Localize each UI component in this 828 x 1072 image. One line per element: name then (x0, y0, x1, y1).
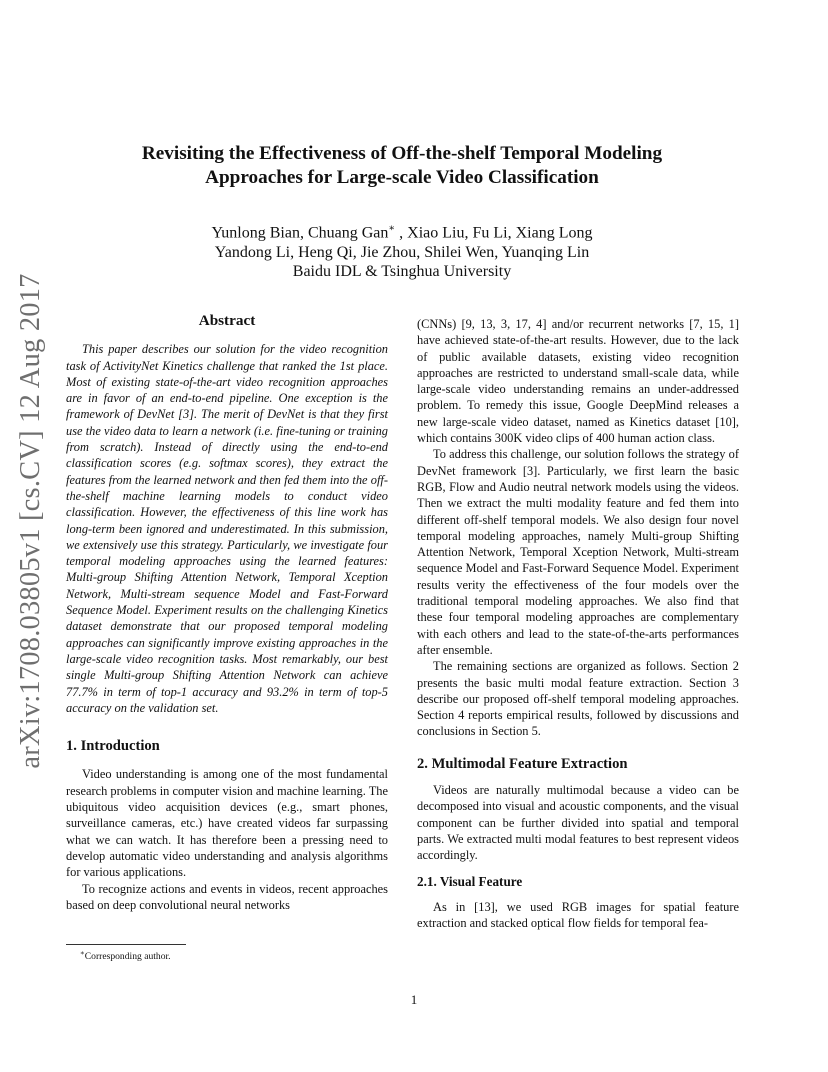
authors-rest: , Xiao Liu, Fu Li, Xiang Long (395, 224, 593, 242)
affiliation: Baidu IDL & Tsinghua University (292, 263, 512, 281)
intro-paragraph-2: To recognize actions and events in videos, recent approaches based on deep convolutional neural networks (66, 881, 388, 912)
abstract-heading: Abstract (198, 312, 256, 329)
authors-first: Yunlong Bian, Chuang Gan (211, 224, 389, 242)
title-line-2: Approaches for Large-scale Video Classification (205, 167, 599, 188)
author-line-2: Yandong Li, Heng Qi, Jie Zhou, Shilei Wen, Yuanqing Lin (214, 243, 590, 261)
footnote-mark: ∗ (80, 949, 85, 957)
title-line-1: Revisiting the Effectiveness of Off-the-shelf Temporal Modeling (141, 143, 663, 164)
intro-paragraph-4: The remaining sections are organized as follows. Section 2 presents the basic multi modal feature extraction. Section 3 describe our proposed off-shelf temporal modeling approaches. Section 4 reports empirical results, followed by discussions and conclusions in Section 5. (417, 659, 739, 739)
section-2-1-paragraph: As in [13], we used RGB images for spatial feature extraction and stacked optical flow fields for temporal fea- (417, 899, 739, 931)
left-column (66, 313, 388, 913)
introduction-heading: 1. Introduction (66, 738, 160, 755)
intro-paragraph-1: Video understanding is among one of the most fundamental research problems in computer vision and machine learning. The ubiquitous video acquisition devices (e.g., smart phones, surveillance cameras, etc.) have created videos far surpassing what we can watch. It has therefore been a pressing need to develop automatic video understanding and analysis algorithms for various applications. (66, 767, 388, 880)
footnote-content: Corresponding author. (84, 951, 171, 963)
author-line-1 (110, 219, 694, 243)
abstract-text: This paper describes our solution for the video recognition task of ActivityNet Kinetics challenge that ranked the 1st place. Most of existing state-of-the-art video recognition approaches are in favor of an end-to-end pipeline. One exception is the framework of DevNet [3]. The merit of DevNet is that they first use the video data to learn a network (i.e. fine-tuning or training from scratch). Instead of directly using the end-to-end classification scores (e.g. softmax scores), they extract the features from the learned network and then fed them into the off-the-shelf machine learning models to conduct video classification. However, the effectiveness of this line work has long-term been ignored and underestimated. In this submission, we extensively use this strategy. Particularly, we investigate four temporal modeling approaches using the learned features: Multi-group Shifting Attention Network, Temporal Xception Network, Multi-stream sequence Model and Fast-Forward Sequence Model. Experiment results on the challenging Kinetics dataset demonstrate that our proposed temporal modeling approaches can significantly improve existing approaches in the large-scale video recognition tasks. Most remarkably, our best single Multi-group Shifting Attention Network can achieve 77.7% in term of top-1 accuracy and 93.2% in term of top-5 accuracy on the validation set. (66, 342, 388, 715)
section-2-heading: 2. Multimodal Feature Extraction (417, 755, 628, 772)
footnote-rule (66, 944, 186, 945)
intro-paragraph-3: To address this challenge, our solution follows the strategy of DevNet framework [3]. Particularly, we first learn the basic RGB, Flow and Audio neutral network models using the videos. Then we extract the multi modality feature and fed them into different off-shelf temporal models. We also design four novel temporal modeling approaches, namely Multi-group Shifting Attention Network, Temporal Xception Network, Multi-stream sequence Model and Fast-Forward Sequence Model. Experiment results verity the effectiveness of the four models over the traditional temporal modeling approaches. We also find that these four temporal modeling approaches are complementary with each others and lead to the state-of-the-arts performances after ensemble. (417, 447, 739, 657)
footnote-text (66, 949, 388, 962)
section-2-paragraph: Videos are naturally multimodal because a video can be decomposed into visual and acoustic components, and the visual component can be further divided into spatial and temporal parts. We extracted multi modal features to best represent videos accordingly. (417, 783, 739, 863)
intro-paragraph-continued: (CNNs) [9, 13, 3, 17, 4] and/or recurrent networks [7, 15, 1] have achieved state-of-the-art results. However, due to the lack of public available datasets, existing video recognition approaches are restricted to understand small-scale data, while large-scale video understanding remains an under-addressed problem. To remedy this issue, Google DeepMind releases a new large-scale video dataset, named as Kinetics dataset [10], which contains 300K video clips of 400 human action class. (417, 317, 739, 446)
page-number: 1 (410, 992, 418, 1007)
footnote (66, 944, 388, 962)
arxiv-identifier: arXiv:1708.03805v1 [cs.CV] 12 Aug 2017 (15, 273, 46, 769)
author-block (110, 219, 694, 282)
right-column (417, 316, 739, 931)
arxiv-sidebar (14, 273, 48, 769)
paper-title (110, 142, 694, 190)
section-2-1-heading: 2.1. Visual Feature (417, 873, 523, 889)
corresponding-author-mark: ∗ (388, 223, 396, 234)
